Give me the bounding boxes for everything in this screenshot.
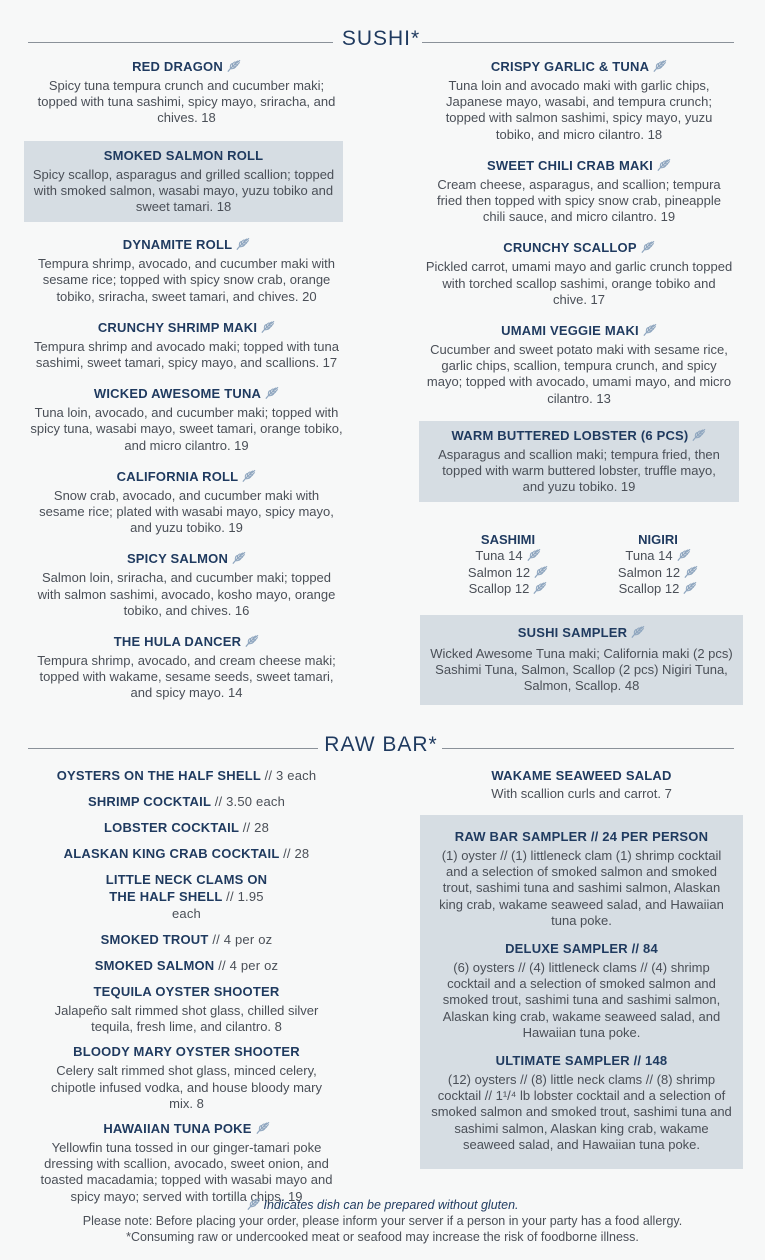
rawbar-samplers-box (420, 815, 743, 1169)
gluten-free-leaf-icon (241, 469, 256, 483)
menu-item (14, 819, 359, 836)
sushi-sampler-desc: Wicked Awesome Tuna maki; California maki (2 pcs) Sashimi Tuna, Salmon, Scallop (2 pcs) Nigiri Tuna, Salmon, Scallop. 48 (430, 646, 733, 694)
menu-item (430, 940, 733, 1041)
nigiri-title: NIGIRI (638, 532, 678, 547)
menu-item-description: Tempura shrimp, avocado, and cream cheese maki; topped with wakame, sesame seeds, sweet tamari, and spicy mayo. 14 (37, 653, 336, 701)
gluten-free-leaf-icon (640, 240, 655, 254)
menu-item (430, 1052, 733, 1153)
menu-item-name: SHRIMP COCKTAIL (87, 794, 211, 809)
menu-item-description: Snow crab, avocado, and cucumber maki with sesame rice; plated with wasabi mayo, spicy mayo, and yuzu tobiko. 19 (39, 487, 334, 536)
gluten-free-leaf-icon (235, 237, 250, 251)
menu-item-name: RED DRAGON (132, 59, 223, 74)
menu-item-name: DELUXE SAMPLER // 84 (505, 941, 658, 957)
gluten-free-leaf-icon (691, 428, 706, 442)
menu-item (14, 845, 359, 862)
menu-item-name: SWEET CHILI CRAB MAKI (487, 157, 653, 173)
gluten-free-leaf-icon (231, 551, 246, 565)
nigiri-item: Tuna 14 (588, 548, 728, 565)
gluten-free-leaf-icon (526, 548, 541, 562)
menu-item-name: SPICY SALMON (126, 551, 229, 567)
sashimi-item: Salmon 12 (438, 565, 578, 582)
divider-line (442, 748, 734, 749)
gluten-free-leaf-icon (656, 158, 671, 172)
gluten-free-leaf-icon (676, 548, 691, 562)
menu-item-name: UMAMI VEGGIE MAKI (501, 323, 639, 339)
menu-item-name: HAWAIIAN TUNA POKE (103, 1121, 252, 1137)
menu-item (419, 421, 739, 503)
gluten-free-leaf-icon (226, 59, 241, 73)
nigiri-item: Salmon 12 (588, 565, 728, 582)
menu-item-name: SMOKED SALMON (94, 958, 215, 973)
sushi-right-column (419, 58, 739, 516)
raw-warning-note: *Consuming raw or undercooked meat or seafood may increase the risk of foodborne illness. (126, 1230, 639, 1244)
gluten-free-leaf-icon (533, 565, 548, 579)
footer (0, 1197, 765, 1245)
menu-item-price: // 3.50 each (214, 794, 286, 809)
menu-item (14, 1043, 359, 1112)
gluten-free-leaf-icon (630, 625, 645, 639)
menu-item (14, 236, 359, 305)
sashimi-nigiri-block (440, 531, 730, 601)
menu-item-description: Cream cheese, asparagus, and scallion; tempura fried then topped with spicy snow crab, pineapple chili sauce, and micro cilantro. 19 (436, 176, 721, 225)
menu-item-name: OYSTERS ON THE HALF SHELL (56, 768, 261, 783)
gluten-free-leaf-icon (260, 320, 275, 334)
menu-item (14, 633, 359, 702)
sashimi-list (438, 531, 578, 598)
menu-item (24, 141, 343, 223)
menu-item-price: // 4 per oz (212, 932, 273, 947)
menu-item (14, 1120, 359, 1205)
gluten-free-leaf-icon (255, 1121, 270, 1135)
nigiri-list (588, 531, 728, 598)
gluten-free-leaf-icon (246, 1197, 261, 1211)
sushi-sampler-name: SUSHI SAMPLER (517, 625, 628, 640)
menu-item-name: BLOODY MARY OYSTER SHOOTER (73, 1044, 300, 1060)
menu-item-price: // 28 (283, 846, 310, 861)
menu-item (419, 239, 739, 308)
menu-item (14, 319, 359, 371)
wakame-salad (420, 767, 743, 802)
rawbar-section-header (28, 733, 734, 763)
menu-item-description: Tuna loin, avocado, and cucumber maki; topped with spicy tuna, wasabi mayo, sweet tamari, orange tobiko, and micro cilantro. 19 (30, 405, 343, 453)
menu-item-description: Tempura shrimp, avocado, and cucumber maki with sesame rice; topped with spicy snow crab, orange tobiko, sriracha, sweet tamari, and chives. 20 (38, 256, 335, 304)
menu-item-description: Asparagus and scallion maki; tempura fried, then topped with warm buttered lobster, truffle mayo, and yuzu tobiko. 19 (438, 446, 720, 495)
menu-item-description: Tempura shrimp and avocado maki; topped with tuna sashimi, sweet tamari, spicy mayo, and scallions. 17 (34, 338, 339, 371)
menu-item (14, 931, 359, 948)
rawbar-left-column (14, 767, 359, 1213)
menu-item (14, 767, 359, 784)
gluten-free-leaf-icon (532, 581, 547, 595)
menu-item-description: Pickled carrot, umami mayo and garlic crunch topped with torched scallop sashimi, orange tobiko and chive. 17 (425, 259, 733, 307)
sashimi-item: Scallop 12 (438, 581, 578, 598)
menu-item-name: CRUNCHY SCALLOP (503, 240, 637, 256)
menu-item-description: Celery salt rimmed shot glass, minced celery, chipotle infused vodka, and house bloody mary mix. 8 (50, 1063, 322, 1111)
sashimi-item: Tuna 14 (438, 548, 578, 565)
sushi-sampler (420, 615, 743, 705)
menu-item-description: Salmon loin, sriracha, and cucumber maki; topped with salmon sashimi, avocado, kosho mayo, orange tobiko, and chives. 16 (37, 570, 336, 618)
menu-item-name: ALASKAN KING CRAB COCKTAIL (63, 846, 280, 861)
menu-item-price: // 3 each (264, 768, 317, 783)
sushi-section-header (28, 27, 734, 57)
menu-item-description: Yellowfin tuna tossed in our ginger-tamari poke dressing with scallion, avocado, sweet onion, and toasted macadamia; topped with wasabi mayo and spicy mayo; served with tortilla chips. 19 (40, 1140, 333, 1204)
menu-item (14, 468, 359, 537)
menu-item-description: Spicy tuna tempura crunch and cucumber maki; topped with tuna sashimi, spicy mayo, sriracha, and chives. 18 (37, 78, 336, 126)
nigiri-item: Scallop 12 (588, 581, 728, 598)
menu-item-description: (6) oysters // (4) littleneck clams // (4) shrimp cocktail and a selection of smoked salmon and smoked trout, sashimi tuna and sashimi salmon, Alaskan king crab, wakame seaweed salad, and Hawaiian tuna poke. (442, 960, 721, 1040)
menu-item (14, 871, 359, 922)
menu-item (14, 793, 359, 810)
menu-item (419, 58, 739, 143)
menu-item (14, 550, 359, 619)
menu-item-name: THE HULA DANCER (113, 634, 242, 650)
menu-item-name: TEQUILA OYSTER SHOOTER (93, 984, 280, 999)
menu-item-name: CRISPY GARLIC & TUNA (490, 59, 650, 74)
rawbar-title: RAW BAR* (324, 733, 438, 756)
gluten-free-leaf-icon (652, 59, 667, 73)
menu-item-description: Tuna loin and avocado maki with garlic chips, Japanese mayo, wasabi, and tempura crunch; topped with salmon sashimi, spicy mayo, yuzu tobiko, and micro cilantro. 18 (445, 78, 713, 142)
menu-item-name: CALIFORNIA ROLL (116, 468, 239, 484)
menu-item-description: Cucumber and sweet potato maki with sesame rice, garlic chips, scallion, tempura crunch, and spicy mayo; topped with avocado, umami mayo, and micro cilantro. 13 (426, 342, 732, 406)
gluten-free-leaf-icon (683, 565, 698, 579)
menu-item (419, 157, 739, 226)
menu-item-description: (12) oysters // (8) little neck clams // (8) shrimp cocktail // 1¹/⁴ lb lobster cocktail and a selection of smoked salmon and smoked trout, sashimi tuna and sashimi salmon, Alaskan king crab, wakame seaweed salad, and Hawaiian tuna poke. (431, 1072, 732, 1152)
menu-item (14, 983, 359, 1035)
menu-item-name: CRUNCHY SHRIMP MAKI (97, 319, 258, 335)
wakame-name: WAKAME SEAWEED SALAD (491, 768, 672, 783)
menu-item-name: SMOKED TROUT (100, 932, 209, 947)
menu-item (14, 58, 359, 127)
gluten-free-note: Indicates dish can be prepared without gluten. (0, 1197, 765, 1213)
menu-item-description: Spicy scallop, asparagus and grilled scallion; topped with smoked salmon, wasabi mayo, yuzu tobiko and sweet tamari. 18 (32, 166, 335, 215)
menu-item-name: RAW BAR SAMPLER // 24 PER PERSON (454, 829, 709, 844)
menu-item-description: (1) oyster // (1) littleneck clam (1) shrimp cocktail and a selection of smoked salmon and smoked trout, sashimi tuna and sashimi salmon, Alaskan king crab, wakame seaweed salad, and Hawaiian tuna poke. (439, 848, 724, 928)
sushi-left-column (14, 58, 359, 716)
menu-item-name: WICKED AWESOME TUNA (93, 386, 262, 402)
menu-item-name: LOBSTER COCKTAIL (104, 820, 239, 835)
gluten-free-leaf-icon (682, 581, 697, 595)
menu-item (14, 385, 359, 454)
menu-item-name: DYNAMITE ROLL (122, 237, 233, 253)
menu-item-name: LITTLE NECK CLAMS ON THE HALF SHELL (105, 872, 268, 904)
menu-item (430, 828, 733, 929)
menu-item-description: Jalapeño salt rimmed shot glass, chilled silver tequila, fresh lime, and cilantro. 8 (54, 1003, 319, 1035)
sushi-title: SUSHI* (341, 27, 421, 50)
divider-line (422, 42, 734, 43)
menu-item-name: SMOKED SALMON ROLL (103, 147, 264, 163)
gluten-free-leaf-icon (642, 323, 657, 337)
allergy-note: Please note: Before placing your order, please inform your server if a person in your party has a food allergy. (82, 1214, 683, 1228)
wakame-desc: With scallion curls and carrot. 7 (491, 786, 672, 801)
sashimi-title: SASHIMI (480, 532, 536, 547)
menu-item (419, 322, 739, 407)
menu-item-price: // 4 per oz (218, 958, 279, 973)
menu-item-name: WARM BUTTERED LOBSTER (6 PCS) (451, 427, 689, 443)
menu-item-price: // 1.95 each (172, 889, 264, 921)
menu-item-name: ULTIMATE SAMPLER // 148 (495, 1053, 668, 1069)
gluten-free-leaf-icon (264, 386, 279, 400)
gluten-free-leaf-icon (244, 634, 259, 648)
menu-item-price: // 28 (242, 820, 269, 835)
menu-item (14, 957, 359, 974)
